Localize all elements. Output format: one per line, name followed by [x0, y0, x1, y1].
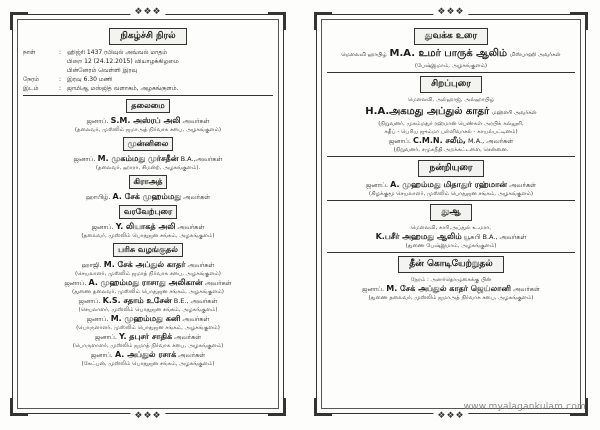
left-sections: [23, 99, 273, 368]
honorific: ஜனாப்.: [86, 117, 109, 125]
schedule-key: [23, 66, 59, 75]
schedule-value: பின்னேரம் வெள்ளி இரவு: [67, 67, 138, 74]
speakers-list: [327, 25, 575, 403]
flag-hoisting-person: ஜனாப். M. சேக் அப்துல் காதர் ஜெய்லானி அவர்கள்: [362, 284, 540, 293]
schedule-row: [23, 66, 273, 75]
schedule-key: இடம்: [23, 85, 39, 92]
section-heading: தலைமை: [126, 99, 169, 113]
suffix: அவர்கள்: [182, 315, 210, 323]
honorific: ஜனாப்.: [94, 333, 117, 341]
dua-speaker: K.பசீர் அஹமது ஆலிம் யூசுபி B.A., அவர்கள்: [375, 232, 527, 241]
person-name: S.M. அஸ்ரப் அலி: [110, 116, 181, 125]
person-role: (செயலாளர், முஸ்லிம் பொதுஜன சங்கம், அழகங்குளம்): [78, 307, 218, 313]
schedule-key: நேரம்: [23, 76, 40, 83]
honorific: ஜனாப்.: [64, 279, 87, 287]
schedule-colon: [59, 57, 67, 66]
person-role: (துணை தலைவர், முஸ்லிம் பொதுஜன சங்கம், அழகங்குளம்): [72, 289, 224, 295]
person-role: (தலைவர், முஸ்லிம் ஜமாஅத் நிர்வாக சபை, அழகங்குளம்): [74, 127, 222, 133]
dua-speaker-role: (துணை பேஷ்இமாம், அழகங்குளம்): [405, 243, 497, 249]
schedule-colon: :: [59, 76, 62, 83]
program-title: நிகழ்ச்சி நிரல்: [109, 28, 186, 45]
schedule-row: [23, 84, 273, 93]
person-name: M. சேக் அப்துல் காதர்: [103, 260, 186, 269]
divider: [327, 200, 575, 201]
suffix: B.E., அவர்கள்: [173, 297, 218, 305]
person-name-line: [23, 154, 273, 164]
opening-speaker-role: (பேஷ்இமாம், அழகங்குளம்): [414, 63, 488, 69]
schedule-key: நாள்: [23, 49, 36, 56]
person-role: (செயலாளர், முஸ்லிம் ஜமாத் நிர்வாக சபை, அழகங்குளம்): [75, 271, 221, 277]
person-name: Y. லியாகத் அலி: [115, 222, 176, 231]
honorific: ஜனாப்.: [91, 223, 114, 231]
left-page: [12, 7, 284, 421]
section-heading: முன்னிலை: [123, 137, 173, 151]
person-name: M. முஹம்மது கனி: [110, 314, 181, 323]
special-speaker-1-role-2: கதீப் - பெரிய ஜும்மா பள்ளிவாசல் - காயல்பட்டினம்): [384, 129, 518, 135]
dua-heading: துஆ: [430, 204, 471, 221]
schedule-colon: :: [59, 85, 62, 92]
flag-hoisting-heading: தீன் கொடியேற்றுதல்: [398, 256, 503, 273]
person-name-line: [23, 222, 273, 232]
honorific: ஜனாப்.: [78, 297, 101, 305]
divider: [327, 156, 575, 157]
schedule-row: [23, 75, 273, 84]
person-name-line: [23, 260, 273, 270]
opening-speech-heading: துவக்க உரை: [414, 28, 488, 45]
thanks-speaker-role: (கிழக்குமூ செயலாளர், முஸ்லிம் பொதுஜன சங்கம், அழகங்குளம்): [368, 191, 534, 197]
schedule-value: பிறை 12 (24.12.2015) வியாழக்கிழமை: [67, 58, 179, 65]
person-role: (தலைவர், முஸ்லிம் பொதுஜன சங்கம், அழகங்குளம்): [81, 233, 215, 239]
person-name-line: [23, 116, 273, 126]
suffix: அவர்கள்: [177, 223, 205, 231]
thanks-heading: நன்றியுரை: [418, 160, 483, 177]
person-name: Y. தபுசர் சாதிக்: [119, 332, 173, 341]
border-ornament-top: ❖❖❖: [130, 7, 165, 17]
person-name: A. முஹம்மது ராசாது அலிகான்: [88, 278, 203, 287]
person-name-line: [23, 314, 273, 324]
person-name-line: [23, 192, 273, 202]
divider: [327, 72, 575, 73]
schedule-block: [23, 48, 273, 93]
honorific: ஹாபிழ்.: [85, 193, 111, 201]
section-heading: கிராஅத்: [129, 175, 168, 189]
program-schedule: [23, 25, 273, 403]
schedule-colon: :: [59, 49, 62, 56]
person-name: A. சேக் முஹம்மது: [112, 192, 182, 201]
honorific: ஜனாப்.: [73, 155, 96, 163]
person-name-line: [23, 278, 273, 288]
thanks-speaker: ஜனாப். A. முஹம்மது மிதாதுர் ரஹ்மான் அவர்கள்: [366, 180, 536, 189]
special-speaker-title: மௌலவி, அல்ஹாஜ், அல்ஹாபிழ்: [407, 97, 495, 103]
section-heading: வரவேற்புரை: [119, 205, 177, 219]
suffix: B.A.,அவர்கள்: [180, 155, 223, 163]
schedule-key: [23, 57, 59, 66]
flag-hoisting-role: (துணை தலைவர், முஸ்லிம் ஜமாஅத் நிர்வாக சபை, அழகங்குளம்): [368, 295, 534, 301]
special-speaker-2: ஜனாப். C.M.N. சலீம், M.A., அவர்கள்: [388, 136, 514, 145]
suffix: அவர்கள்: [178, 351, 206, 359]
schedule-row: [23, 48, 273, 57]
honorific: ஜனாப்.: [86, 315, 109, 323]
right-page: [316, 7, 586, 421]
border-ornament-bottom: ❖❖❖: [130, 411, 165, 421]
person-role: (பொருளாளர், முஸ்லிம் பொதுஜன சங்கம், அழகங்குளம்): [76, 325, 220, 331]
person-role: (பொருளாளர், முஸ்லிம் ஜமாத் நிர்வாக சபை, அழகங்குளம்): [72, 343, 224, 349]
person-name: A. அப்துல் ரசாக்: [114, 350, 177, 359]
suffix: அவர்கள்: [183, 193, 211, 201]
schedule-colon: [59, 66, 67, 75]
person-name-line: [23, 296, 273, 306]
special-speaker-1-role: (நிறுவனர், முகம்மதுர் ரஹ்மான் பெண்கள் அரபிக் கல்லூரி,: [378, 121, 524, 127]
schedule-value: இரவு 6.30 மணி: [67, 76, 113, 83]
schedule-row: [23, 57, 273, 66]
border-ornament-top: ❖❖❖: [433, 7, 468, 17]
person-role: (தலைவர், ஹாரா, சிமன்ற், அழகங்குளம்).: [95, 165, 201, 171]
special-speaker-1: H.A.அகமது அப்துல் காதர் மஹ்ளரி அவர்கள்: [365, 106, 537, 117]
person-name-line: [23, 332, 273, 342]
person-name: K.S. சதாம் உசேன்: [102, 296, 172, 305]
dua-speaker-title: மௌலவி, காரி,அப்துல் உ.மரா,: [410, 225, 491, 231]
website-watermark: www.myalagankulam.com: [463, 402, 586, 412]
person-role: (கேட்பன், முஸ்லிம் பொதுஜன சங்கம், அழகங்குளம்): [81, 361, 215, 367]
schedule-value: ஜாமிஆ மஸ்ஜித் வளாகம், அழகங்குளம்.: [67, 85, 179, 92]
special-speaker-2-role: (நிறுவனர், சமுகநீதி அறக்கட்டளை, சென்னை.: [393, 147, 509, 153]
honorific: ஹாஜி.: [81, 261, 102, 269]
honorific: ஜனாப்.: [90, 351, 113, 359]
section-heading: பரிசு வழங்குதல்: [113, 243, 183, 257]
divider: [23, 95, 273, 96]
divider: [327, 252, 575, 253]
schedule-value: ஹிஜ்ரி 1437 ரபிவுல் அவ்வல் மாதம்: [67, 49, 168, 56]
flag-hoisting-time: நேரம் : அஸர்தொழுகைக்கு பின்: [410, 277, 492, 283]
suffix: அவர்கள்: [174, 333, 202, 341]
opening-speaker: மௌலவி ஹாபிழ் M.A. உமர் பாருக் ஆலிம் மிஸ்பாஹி அவர்கள்: [341, 48, 561, 59]
suffix: அவர்கள்: [187, 261, 215, 269]
border-ornament-bottom: ❖❖❖: [433, 411, 468, 421]
suffix: அவர்கள்: [204, 279, 232, 287]
person-name: M. முகம்மது முர்சதீன்: [97, 154, 179, 163]
special-speech-heading: சிறப்புரை: [420, 76, 482, 93]
suffix: அவர்கள்: [182, 117, 210, 125]
person-name-line: [23, 350, 273, 360]
